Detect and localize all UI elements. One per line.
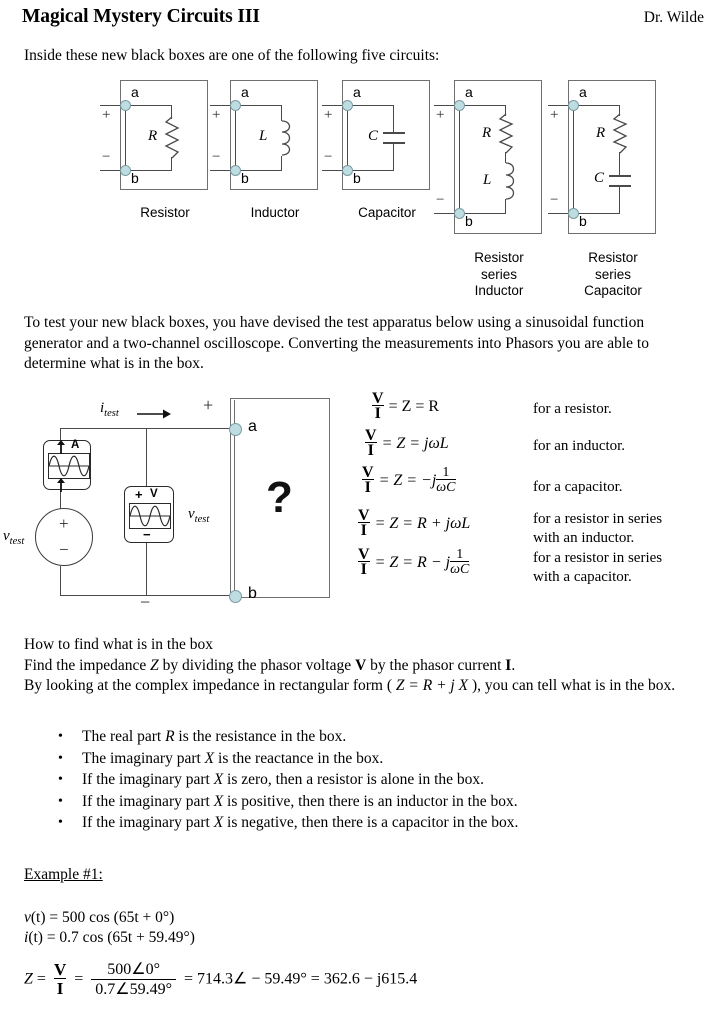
terminal-b-label: b xyxy=(131,170,139,186)
fraction-numerator: 1 xyxy=(456,547,464,562)
bullet-symbol: X xyxy=(204,749,215,767)
circuit-caption-line-1: Resistor xyxy=(474,250,524,265)
current-time-equation xyxy=(24,928,195,948)
wire-comp-bottom xyxy=(171,157,172,171)
component-label-c: C xyxy=(368,128,379,144)
polarity-minus: − xyxy=(324,149,333,165)
terminal-a-node xyxy=(454,100,465,111)
fraction-denominator: I xyxy=(372,405,384,421)
equation-rhs-prefix: = Z = −j xyxy=(378,471,437,489)
bullet-text-pre: If the imaginary part xyxy=(82,771,214,788)
voltmeter-waveform-icon xyxy=(130,504,170,528)
howto-line-2 xyxy=(24,676,692,697)
wire-voltmeter-bottom xyxy=(146,543,147,596)
wire-comp-bottom xyxy=(505,199,506,214)
bullet-symbol: X xyxy=(213,814,224,831)
example-heading: Example #1: xyxy=(24,866,103,883)
wire-top-inner xyxy=(573,105,620,106)
list-item xyxy=(52,769,692,791)
bullet-text-pre: The real part xyxy=(82,728,166,745)
example-impedance-equation xyxy=(24,960,417,1000)
v-over-i-fraction xyxy=(372,392,384,421)
polarity-plus: + xyxy=(324,107,333,123)
circuit-caption-line-1: Resistor xyxy=(588,250,638,265)
howto-section xyxy=(24,635,692,697)
component-label-r: R xyxy=(596,125,606,141)
equation-rhs: = Z = R + jωL xyxy=(374,514,471,532)
component-label-l: L xyxy=(483,172,492,188)
fraction-denominator: I xyxy=(362,479,374,495)
description-line-2: with an inductor. xyxy=(533,529,635,546)
circuit-caption-line-2: series xyxy=(480,266,517,282)
terminal-a-node xyxy=(342,100,353,111)
wire-comp-top xyxy=(393,105,394,132)
polarity-plus: + xyxy=(436,107,445,123)
wire-left-rail xyxy=(459,105,460,214)
equation-description-rc-series xyxy=(533,549,662,586)
current-symbol: i xyxy=(100,400,105,416)
ammeter-label: A xyxy=(71,439,80,451)
fraction-numerator: 1 xyxy=(442,465,450,480)
current-label xyxy=(100,400,119,419)
wire-top-inner xyxy=(459,105,506,106)
source-plus-sign: + xyxy=(59,514,69,533)
resistor-symbol xyxy=(164,117,180,158)
wire-left-rail xyxy=(347,105,348,171)
terminal-b-label: b xyxy=(579,213,587,229)
circuit-caption: Resistor xyxy=(140,205,190,220)
list-item xyxy=(52,812,692,834)
bullet-text-post: is the resistance in the box. xyxy=(174,728,347,745)
bullet-text-pre: The imaginary part xyxy=(82,749,205,767)
wire-comp-top xyxy=(281,105,282,121)
howto-text-e: By looking at the complex impedance in rectangular form ( xyxy=(24,677,396,694)
equation-description-inductor: for an inductor. xyxy=(533,438,626,454)
example-time-domain-equations xyxy=(24,908,195,948)
source-minus-sign: − xyxy=(59,540,69,559)
voltmeter-plus-sign: + xyxy=(135,487,143,502)
component-label-l: L xyxy=(259,128,268,144)
resistor-symbol xyxy=(498,114,514,153)
apparatus-terminal-b-node xyxy=(229,590,242,603)
bullet-text-pre: If the imaginary part xyxy=(82,814,214,831)
equals-sign-2: = xyxy=(74,970,84,988)
equation-rhs: = Z = jωL xyxy=(381,434,449,452)
current-symbol: i xyxy=(24,929,29,946)
symbol-z: Z xyxy=(150,656,159,674)
polarity-plus: + xyxy=(102,107,111,123)
fraction-numerator: V xyxy=(358,546,370,563)
impedance-symbol: Z xyxy=(24,970,33,988)
ammeter-waveform-icon xyxy=(49,454,89,478)
v-over-i-fraction xyxy=(358,509,370,538)
equals-sign-1: = xyxy=(36,970,46,988)
equation-description-resistor: for a resistor. xyxy=(533,401,612,417)
terminal-a-label: a xyxy=(465,84,473,100)
fraction-denominator: I xyxy=(358,522,370,538)
fraction-denominator: I xyxy=(365,442,377,458)
terminal-b-node xyxy=(120,165,131,176)
bullet-text-post: is the reactance in the box. xyxy=(214,749,384,767)
bullet-text-post: is zero, then a resistor is alone in the box. xyxy=(223,771,485,788)
list-item xyxy=(52,791,692,813)
voltage-symbol: v xyxy=(24,909,31,926)
equation-description-rl-series xyxy=(533,510,662,547)
list-item xyxy=(52,748,692,770)
equation-rhs: = Z = R xyxy=(388,397,440,415)
terminal-b-node xyxy=(568,208,579,219)
document-header xyxy=(22,6,704,34)
terminal-a-label: a xyxy=(353,84,361,100)
ammeter-arrow-top-icon xyxy=(55,440,67,454)
list-item xyxy=(52,726,692,748)
fraction-numerator: V xyxy=(372,390,384,407)
equation-row-resistor xyxy=(372,392,439,428)
equation-row-inductor xyxy=(365,429,449,465)
symbol-phasor-v: V xyxy=(355,656,367,674)
wire-left-rail xyxy=(125,105,126,171)
bullet-symbol: R xyxy=(165,728,175,745)
voltmeter-label: V xyxy=(150,488,158,500)
voltage-expression: (t) = 500 cos (65t + 0°) xyxy=(30,909,175,926)
fraction-denominator: ωC xyxy=(450,562,470,577)
author-name: Dr. Wilde xyxy=(643,9,704,26)
fraction-denominator: I xyxy=(358,561,370,577)
bullet-text-post: is negative, then there is a capacitor in the box. xyxy=(223,814,519,831)
fraction-numerator: 500∠0° xyxy=(107,961,160,978)
equation-row-capacitor xyxy=(362,466,456,502)
apparatus-paragraph: To test your new black boxes, you have devised the test apparatus below using a sinusoidal function generator and a two-channel oscilloscope. Converting the measurements into Phasors you are able to determine what is in the box. xyxy=(24,314,649,372)
polarity-plus: + xyxy=(550,107,559,123)
terminal-b-label: b xyxy=(241,170,249,186)
one-over-omega-c-fraction xyxy=(450,548,469,577)
result-rectangular: = 362.6 − j615.4 xyxy=(310,970,418,988)
capacitor-plate-top xyxy=(383,132,405,134)
description-line-1: for a resistor in series xyxy=(533,550,663,566)
terminal-b-node xyxy=(342,165,353,176)
apparatus-terminal-a-label: a xyxy=(248,418,257,435)
terminal-a-node xyxy=(230,100,241,111)
one-over-omega-c-fraction xyxy=(436,466,455,495)
ammeter-arrow-bottom-icon xyxy=(55,478,67,492)
wire-top-inner xyxy=(235,105,282,106)
wire-comp-bottom xyxy=(281,156,282,171)
page-title: Magical Mystery Circuits III xyxy=(22,6,260,27)
current-expression: (t) = 0.7 cos (65t + 59.49°) xyxy=(28,929,195,946)
fraction-denominator: 0.7∠59.49° xyxy=(91,979,176,1000)
equation-description-capacitor: for a capacitor. xyxy=(533,479,623,495)
capacitor-plate-bottom xyxy=(609,185,631,187)
voltmeter-minus-sign: − xyxy=(143,527,151,542)
howto-line-1 xyxy=(24,656,692,677)
wire-ammeter-to-source xyxy=(60,491,61,509)
polarity-minus: − xyxy=(550,192,559,208)
howto-heading: How to find what is in the box xyxy=(24,636,213,653)
current-subscript: test xyxy=(104,408,119,419)
intro-paragraph: Inside these new black boxes are one of the following five circuits: xyxy=(24,47,440,64)
equation-rhs-prefix: = Z = R − j xyxy=(374,553,451,571)
circuit-caption-line-3: Capacitor xyxy=(584,283,642,298)
wire-between-components xyxy=(619,152,620,176)
polarity-minus: − xyxy=(102,149,111,165)
rectangular-form-expression: Z = R + j X xyxy=(395,677,469,694)
polarity-plus: + xyxy=(212,107,221,123)
circuit-caption-line-3: Inductor xyxy=(474,283,524,298)
phasor-ratio-fraction xyxy=(91,960,176,1000)
inductor-symbol xyxy=(498,162,516,200)
wire-left-rail xyxy=(573,105,574,214)
howto-text-d: . xyxy=(511,656,516,674)
circuit-caption: Inductor xyxy=(250,205,300,220)
fraction-denominator: I xyxy=(54,978,66,998)
terminal-a-label: a xyxy=(579,84,587,100)
bullet-symbol: X xyxy=(213,771,224,788)
terminal-a-label: a xyxy=(131,84,139,100)
source-subscript: test xyxy=(9,536,25,547)
resistor-symbol xyxy=(612,114,628,153)
box-voltage-subscript: test xyxy=(194,514,210,525)
wire-voltmeter-top xyxy=(146,428,147,486)
polarity-minus: − xyxy=(212,149,221,165)
result-polar: = 714.3∠ − 59.49° xyxy=(184,970,307,988)
polarity-minus: − xyxy=(436,192,445,208)
circuit-outline xyxy=(568,80,656,234)
wire-source-to-bottom xyxy=(60,566,61,596)
box-voltage-label xyxy=(188,506,209,525)
fraction-denominator: ωC xyxy=(436,480,456,495)
description-line-1: for a resistor in series xyxy=(533,511,663,527)
wire-top-bus xyxy=(60,428,235,429)
source-symbol: v xyxy=(3,528,10,544)
capacitor-plate-bottom xyxy=(383,142,405,144)
howto-text-c: by the phasor current xyxy=(366,656,506,674)
unknown-box-question-mark: ? xyxy=(266,473,293,522)
circuit-gallery xyxy=(0,80,717,305)
equation-row-rl-series xyxy=(358,509,470,545)
apparatus-terminal-b-label: b xyxy=(248,585,257,602)
circuit-caption: Capacitor xyxy=(358,205,416,220)
terminal-a-node xyxy=(568,100,579,111)
v-over-i-fraction xyxy=(365,429,377,458)
inductor-symbol xyxy=(274,120,292,157)
circuit-caption-line-2: series xyxy=(594,266,631,282)
component-label-r: R xyxy=(482,125,492,141)
v-over-i-fraction xyxy=(358,548,370,577)
symbol-phasor-i: I xyxy=(505,656,512,674)
identification-rules-list xyxy=(52,726,692,834)
box-polarity-minus: − xyxy=(140,592,151,612)
source-label xyxy=(3,528,24,547)
box-polarity-plus: + xyxy=(203,395,214,415)
equation-row-rc-series xyxy=(358,548,469,584)
fraction-numerator: V xyxy=(53,960,67,979)
capacitor-plate-top xyxy=(609,175,631,177)
component-label-c: C xyxy=(594,170,605,186)
howto-text-a: Find the impedance xyxy=(24,656,151,674)
circuit-outline xyxy=(454,80,542,234)
wire-left-rail xyxy=(235,105,236,171)
howto-text-b: by dividing the phasor voltage xyxy=(158,656,356,674)
fraction-numerator: V xyxy=(365,427,377,444)
terminal-b-node xyxy=(230,165,241,176)
circuit-caption xyxy=(543,250,683,300)
fraction-numerator: V xyxy=(358,507,370,524)
terminal-b-label: b xyxy=(465,213,473,229)
wire-top-inner xyxy=(347,105,394,106)
bullet-text-pre: If the imaginary part xyxy=(82,792,214,810)
wire-comp-bottom xyxy=(619,186,620,214)
terminal-a-label: a xyxy=(241,84,249,100)
wire-comp-bottom xyxy=(393,143,394,171)
v-over-i-fraction xyxy=(362,466,374,495)
component-label-r: R xyxy=(148,128,158,144)
fraction-numerator: V xyxy=(362,464,374,481)
wire-top-inner xyxy=(125,105,172,106)
terminal-a-node xyxy=(120,100,131,111)
terminal-b-label: b xyxy=(353,170,361,186)
v-over-i-fraction xyxy=(54,962,66,998)
description-line-2: with a capacitor. xyxy=(533,568,632,585)
test-apparatus-diagram xyxy=(0,388,350,618)
current-direction-arrow-icon xyxy=(137,408,171,420)
voltage-time-equation xyxy=(24,908,195,928)
howto-text-f: ), you can tell what is in the box. xyxy=(468,677,676,694)
terminal-b-node xyxy=(454,208,465,219)
apparatus-terminal-a-node xyxy=(229,423,242,436)
bullet-text-post: is positive, then there is an inductor in the box. xyxy=(223,792,518,810)
bullet-symbol: X xyxy=(213,792,224,810)
box-voltage-symbol: v xyxy=(188,506,195,522)
